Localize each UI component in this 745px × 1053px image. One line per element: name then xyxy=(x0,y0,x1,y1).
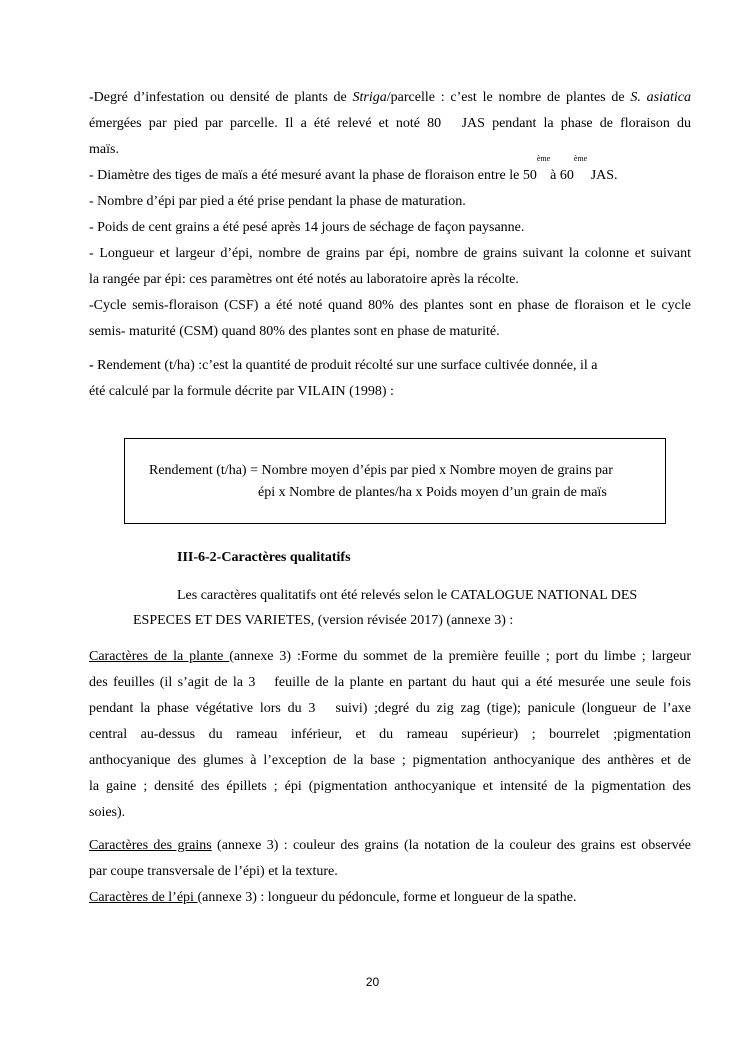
text-line: émergées par pied par parcelle. Il a été relevé et noté 80 JAS pendant la phase de floraison du xyxy=(89,116,691,131)
text-line: - Longueur et largeur d’épi, nombre de grains par épi, nombre de grains suivant la colonne et suivant xyxy=(89,246,691,261)
text-line: semis- maturité (CSM) quand 80% des plantes sont en phase de maturité. xyxy=(89,324,500,339)
grains-label: Caractères des grains xyxy=(89,838,212,853)
text-line: pendant la phase végétative lors du 3 suivi) ;degré du zig zag (tige); panicule (longueur de l’axe xyxy=(89,701,691,716)
text-line: soies). xyxy=(89,805,126,820)
text-line: -Cycle semis-floraison (CSF) a été noté quand 80% des plantes sont en phase de floraison et le cycle xyxy=(89,298,691,313)
intro-line: ESPECES ET DES VARIETES, (version révisée 2017) (annexe 3) : xyxy=(133,613,514,628)
text-line: des feuilles (il s’agit de la 3 feuille de la plante en partant du haut qui a été mesurée une seule fois xyxy=(89,675,691,690)
text-line: - Nombre d’épi par pied a été prise pendant la phase de maturation. xyxy=(89,194,466,209)
text-line: Caractères de la plante (annexe 3) :Forme du sommet de la première feuille ; port du limbe ; largeur xyxy=(89,649,691,664)
text-line: maïs. xyxy=(89,142,119,157)
text-line: la rangée par épi: ces paramètres ont été notés au laboratoire après la récolte. xyxy=(89,272,519,287)
text-line: Caractères de l’épi (annexe 3) : longueur du pédoncule, forme et longueur de la spathe. xyxy=(89,890,577,905)
text-line: la gaine ; densité des épillets ; épi (pigmentation anthocyanique et intensité de la pigmentation des xyxy=(89,779,691,794)
text-line: -Degré d’infestation ou densité de plants de Striga/parcelle : c’est le nombre de plantes de S. asiatica xyxy=(89,90,691,105)
text-line: Caractères des grains (annexe 3) : couleur des grains (la notation de la couleur des grains est observée xyxy=(89,838,691,853)
epi-label: Caractères de l’épi xyxy=(89,890,198,905)
paragraph-rendement xyxy=(89,353,691,405)
formula-line: épi x Nombre de plantes/ha x Poids moyen d’un grain de maïs xyxy=(258,485,607,500)
text-line: central au-dessus du rameau inférieur, et du rameau supérieur) ; bourrelet ;pigmentation xyxy=(89,727,691,742)
text-line: - Diamètre des tiges de maïs a été mesuré avant la phase de floraison entre le 50èmeà 60ème JAS. xyxy=(89,154,618,183)
formula-line: Rendement (t/ha) = Nombre moyen d’épis par pied x Nombre moyen de grains par xyxy=(149,463,613,478)
text-line: anthocyanique des glumes à l’exception de la base ; pigmentation anthocyanique des anthères et de xyxy=(89,753,691,768)
paragraph-plante xyxy=(89,644,691,826)
formula-box xyxy=(124,438,666,524)
paragraph-grains xyxy=(89,833,691,911)
plante-label: Caractères de la plante xyxy=(89,649,230,664)
text-line: - Rendement (t/ha) :c’est la quantité de produit récolté sur une surface cultivée donnée, il a xyxy=(89,358,598,373)
species-italic: S. asiatica xyxy=(630,90,691,105)
text-line: - Poids de cent grains a été pesé après 14 jours de séchage de façon paysanne. xyxy=(89,220,525,235)
page-number: 20 xyxy=(365,975,380,989)
text-line: été calculé par la formule décrite par VILAIN (1998) : xyxy=(89,384,394,399)
text-line: par coupe transversale de l’épi) et la texture. xyxy=(89,864,338,879)
striga-italic: Striga xyxy=(352,90,387,105)
paragraph-infestation xyxy=(89,85,691,345)
intro-line: Les caractères qualitatifs ont été relevés selon le CATALOGUE NATIONAL DES xyxy=(177,588,638,603)
section-heading: III-6-2-Caractères qualitatifs xyxy=(177,550,351,565)
